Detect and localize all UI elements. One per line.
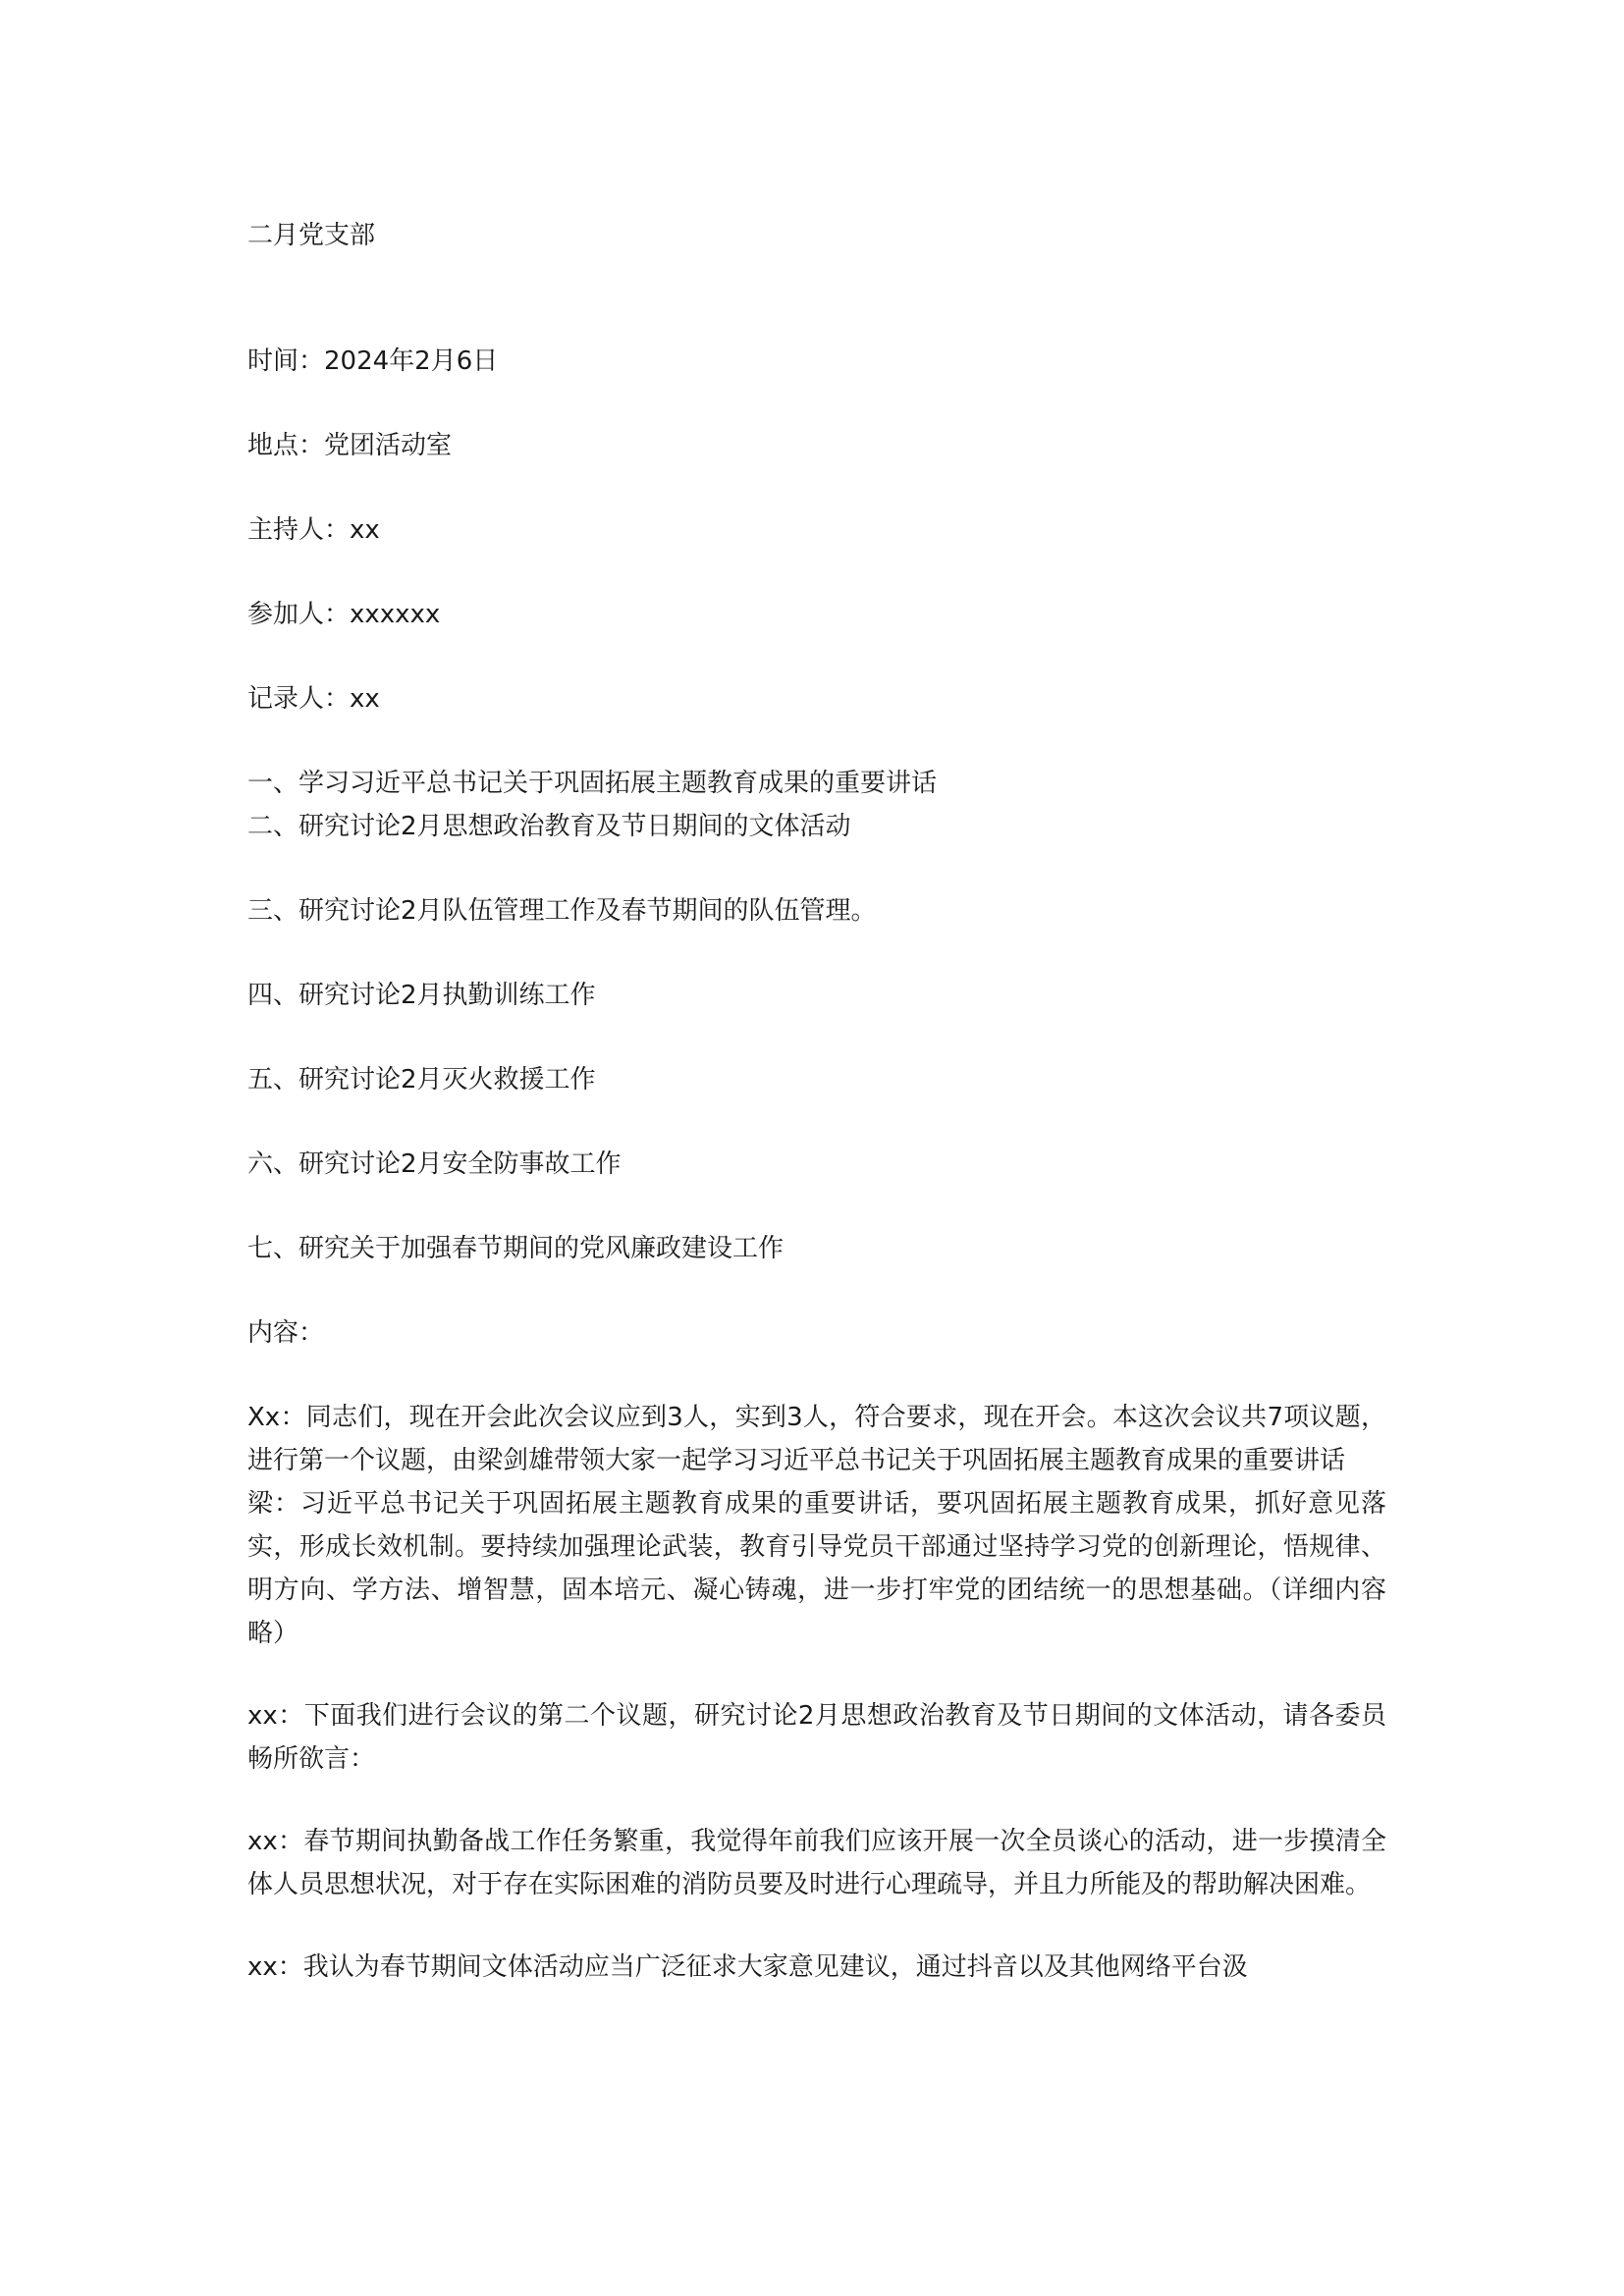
agenda-item-6: 六、研究讨论2月安全防事故工作 bbox=[247, 1149, 622, 1179]
meeting-attendees: 参加人：xxxxxx bbox=[247, 600, 441, 629]
agenda-item-7: 七、研究关于加强春节期间的党风廉政建设工作 bbox=[247, 1234, 785, 1263]
minutes-paragraph-1: Xx：同志们，现在开会此次会议应到3人，实到3人，符合要求，现在开会。本这次会议共7项议题，进行第一个议题，由梁剑雄带领大家一起学习习近平总书记关于巩固拓展主题教育成果的重要讲话 bbox=[247, 1403, 1386, 1475]
minutes-paragraph-5: xx：我认为春节期间文体活动应当广泛征求大家意见建议，通过抖音以及其他网络平台汲 bbox=[247, 1952, 1248, 1982]
minutes-paragraph-4: xx：春节期间执勤备战工作任务繁重，我觉得年前我们应该开展一次全员谈心的活动，进一步摸清全体人员思想状况，对于存在实际困难的消防员要及时进行心理疏导，并且力所能及的帮助解决困难。 bbox=[247, 1827, 1386, 1899]
minutes-paragraph-2: 梁：习近平总书记关于巩固拓展主题教育成果的重要讲话，要巩固拓展主题教育成果，抓好意见落实，形成长效机制。要持续加强理论武装，教育引导党员干部通过坚持学习党的创新理论，悟规律、明方向、学方法、增智慧，固本培元、凝心铸魂，进一步打牢党的团结统一的思想基础。（详细内容略） bbox=[247, 1489, 1386, 1648]
agenda-item-5: 五、研究讨论2月灭火救援工作 bbox=[247, 1065, 596, 1095]
agenda-item-1: 一、学习习近平总书记关于巩固拓展主题教育成果的重要讲话 bbox=[247, 769, 938, 798]
meeting-place: 地点：党团活动室 bbox=[247, 431, 453, 460]
meeting-recorder: 记录人：xx bbox=[247, 684, 380, 714]
content-label: 内容： bbox=[247, 1318, 325, 1348]
agenda-item-4: 四、研究讨论2月执勤训练工作 bbox=[247, 981, 596, 1010]
agenda-item-3: 三、研究讨论2月队伍管理工作及春节期间的队伍管理。 bbox=[247, 896, 877, 926]
document-body bbox=[247, 214, 1386, 1989]
agenda-item-2: 二、研究讨论2月思想政治教育及节日期间的文体活动 bbox=[247, 812, 851, 841]
meeting-host: 主持人：xx bbox=[247, 515, 380, 545]
meeting-time: 时间：2024年2月6日 bbox=[247, 347, 499, 376]
document-heading: 二月党支部 bbox=[247, 221, 376, 250]
minutes-paragraph-3: xx：下面我们进行会议的第二个议题，研究讨论2月思想政治教育及节日期间的文体活动，请各委员畅所欲言： bbox=[247, 1701, 1386, 1774]
